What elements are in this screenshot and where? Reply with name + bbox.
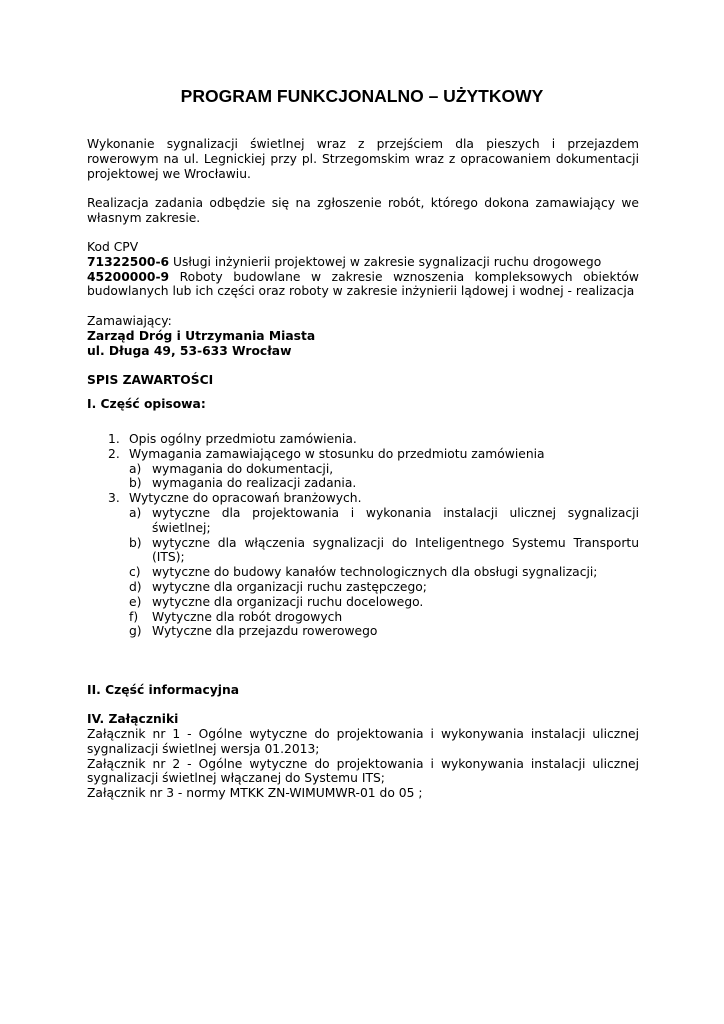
list-letter: a) xyxy=(129,505,142,520)
list-item xyxy=(87,624,639,639)
list-letter: b) xyxy=(129,476,142,491)
cpv-heading: Kod CPV xyxy=(87,240,139,254)
list-letter: a) xyxy=(129,461,142,476)
cpv-description: Usługi inżynierii projektowej w zakresie sygnalizacji ruchu drogowego xyxy=(169,254,602,269)
list-number: 3. xyxy=(108,491,120,506)
list-letter: g) xyxy=(129,624,142,639)
client-section xyxy=(87,314,639,358)
list-letter: b) xyxy=(129,535,142,550)
toc-heading: SPIS ZAWARTOŚCI xyxy=(87,373,214,387)
toc-part-2: II. Część informacyjna xyxy=(87,683,240,697)
list-item xyxy=(87,610,639,625)
cpv-code: 71322500-6 xyxy=(87,254,170,269)
list-text: Wytyczne dla przejazdu rowerowego xyxy=(152,624,378,639)
list-item xyxy=(87,491,639,506)
list-text: wytyczne dla organizacji ruchu docelowego. xyxy=(152,594,424,609)
list-number: 1. xyxy=(108,432,120,446)
list-item xyxy=(87,580,639,595)
list-text: wymagania do dokumentacji, xyxy=(152,461,334,476)
list-text: Opis ogólny przedmiotu zamówienia. xyxy=(129,432,357,446)
list-text: wytyczne do budowy kanałów technologicznych dla obsługi sygnalizacji; xyxy=(152,565,598,580)
list-item xyxy=(87,447,639,462)
list-text: wytyczne dla włączenia sygnalizacji do Inteligentnego Systemu Transportu (ITS); xyxy=(152,535,639,565)
attachment-item: Załącznik nr 1 - Ogólne wytyczne do projektowania i wykonywania instalacji ulicznej sygnalizacji świetlnej wersja 01.2013; xyxy=(87,727,639,756)
cpv-item xyxy=(87,255,639,270)
list-text: Wymagania zamawiającego w stosunku do przedmiotu zamówienia xyxy=(129,446,545,461)
cpv-section xyxy=(87,240,639,299)
list-letter: d) xyxy=(129,579,142,594)
list-item xyxy=(87,462,639,477)
attachment-item: Załącznik nr 2 - Ogólne wytyczne do projektowania i wykonywania instalacji ulicznej sygnalizacji świetlnej włączanej do Systemu ITS; xyxy=(87,756,639,786)
list-item xyxy=(87,506,639,536)
list-letter: e) xyxy=(129,594,142,609)
intro-paragraph: Wykonanie sygnalizacji świetlnej wraz z przejściem dla pieszych i przejazdem rowerowym na ul. Legnickiej przy pl. Strzegomskim wraz z opracowaniem dokumentacji projektowej we Wrocławiu. xyxy=(87,137,639,181)
realization-paragraph: Realizacja zadania odbędzie się na zgłoszenie robót, którego dokona zamawiający we własnym zakresie. xyxy=(87,196,639,225)
list-letter: c) xyxy=(129,565,141,580)
list-text: wymagania do realizacji zadania. xyxy=(152,476,357,491)
attachment-item: Załącznik nr 3 - normy MTKK ZN-WIMUMWR-01 do 05 ; xyxy=(87,786,423,801)
list-letter: f) xyxy=(129,609,139,624)
list-item xyxy=(87,565,639,580)
list-text: wytyczne dla organizacji ruchu zastępczego; xyxy=(152,579,427,594)
list-item xyxy=(87,476,639,491)
attachments-list xyxy=(87,727,639,801)
cpv-item xyxy=(87,270,639,300)
page-title: PROGRAM FUNKCJONALNO – UŻYTKOWY xyxy=(180,86,544,106)
client-label: Zamawiający: xyxy=(87,314,172,328)
cpv-description: Roboty budowlane w zakresie wznoszenia kompleksowych obiektów budowlanych lub ich części oraz roboty w zakresie inżynierii lądowej i wodnej - realizacja xyxy=(87,269,639,299)
list-item xyxy=(87,432,639,447)
list-item xyxy=(87,595,639,610)
toc-list xyxy=(87,432,639,639)
list-text: Wytyczne do opracowań branżowych. xyxy=(129,491,362,506)
list-text: Wytyczne dla robót drogowych xyxy=(152,609,343,624)
toc-part-4: IV. Załączniki xyxy=(87,712,179,726)
client-name: Zarząd Dróg i Utrzymania Miasta xyxy=(87,328,316,343)
list-number: 2. xyxy=(108,446,120,461)
list-text: wytyczne dla projektowania i wykonania instalacji ulicznej sygnalizacji świetlnej; xyxy=(152,505,639,535)
cpv-code: 45200000-9 xyxy=(87,269,170,284)
list-item xyxy=(87,536,639,566)
toc-part-1: I. Część opisowa: xyxy=(87,397,206,411)
client-address: ul. Długa 49, 53-633 Wrocław xyxy=(87,343,292,358)
